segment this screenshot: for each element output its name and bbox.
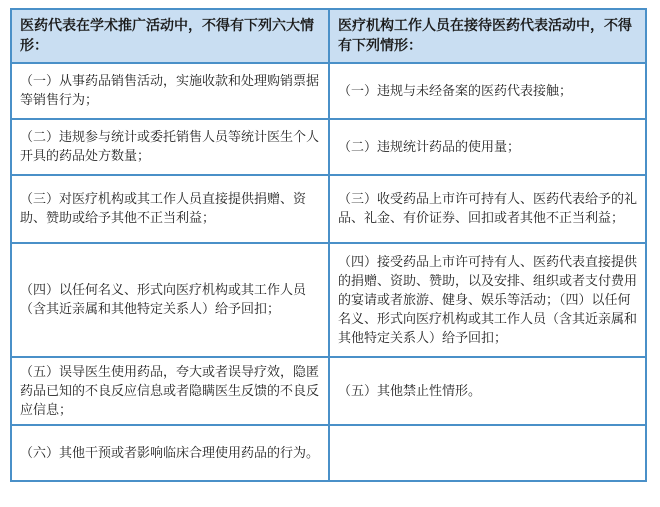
table-row [11,357,646,425]
table-row [11,175,646,243]
header-pharma-rep: 医药代表在学术推广活动中，不得有下列六大情形： [11,9,329,63]
rep-rule-4: （四）以任何名义、形式向医疗机构或其工作人员（含其近亲属和其他特定关系人）给予回扣； [11,243,329,357]
header-row [11,9,646,63]
staff-rule-1: （一）违规与未经备案的医药代表接触； [329,63,646,119]
staff-rule-4: （四）接受药品上市许可持有人、医药代表直接提供的捐赠、资助、赞助，以及安排、组织或者支付费用的宴请或者旅游、健身、娱乐等活动；（四）以任何名义、形式向医疗机构或其工作人员（含其近亲属和其他特定关系人）给予回扣； [329,243,646,357]
table-row [11,119,646,175]
staff-rule-5: （五）其他禁止性情形。 [329,357,646,425]
staff-rule-3: （三）收受药品上市许可持有人、医药代表给予的礼品、礼金、有价证券、回扣或者其他不正当利益； [329,175,646,243]
staff-rule-2: （二）违规统计药品的使用量； [329,119,646,175]
rep-rule-3: （三）对医疗机构或其工作人员直接提供捐赠、资助、赞助或给予其他不正当利益； [11,175,329,243]
rep-rule-2: （二）违规参与统计或委托销售人员等统计医生个人开具的药品处方数量； [11,119,329,175]
header-medical-staff: 医疗机构工作人员在接待医药代表活动中，不得有下列情形： [329,9,646,63]
rep-rule-5: （五）误导医生使用药品，夸大或者误导疗效，隐匿药品已知的不良反应信息或者隐瞒医生反馈的不良反应信息； [11,357,329,425]
rep-rule-1: （一）从事药品销售活动，实施收款和处理购销票据等销售行为； [11,63,329,119]
table-row [11,425,646,481]
rep-rule-6: （六）其他干预或者影响临床合理使用药品的行为。 [11,425,329,481]
rules-table [10,8,647,482]
table-row [11,243,646,357]
table-row [11,63,646,119]
staff-rule-empty [329,425,646,481]
